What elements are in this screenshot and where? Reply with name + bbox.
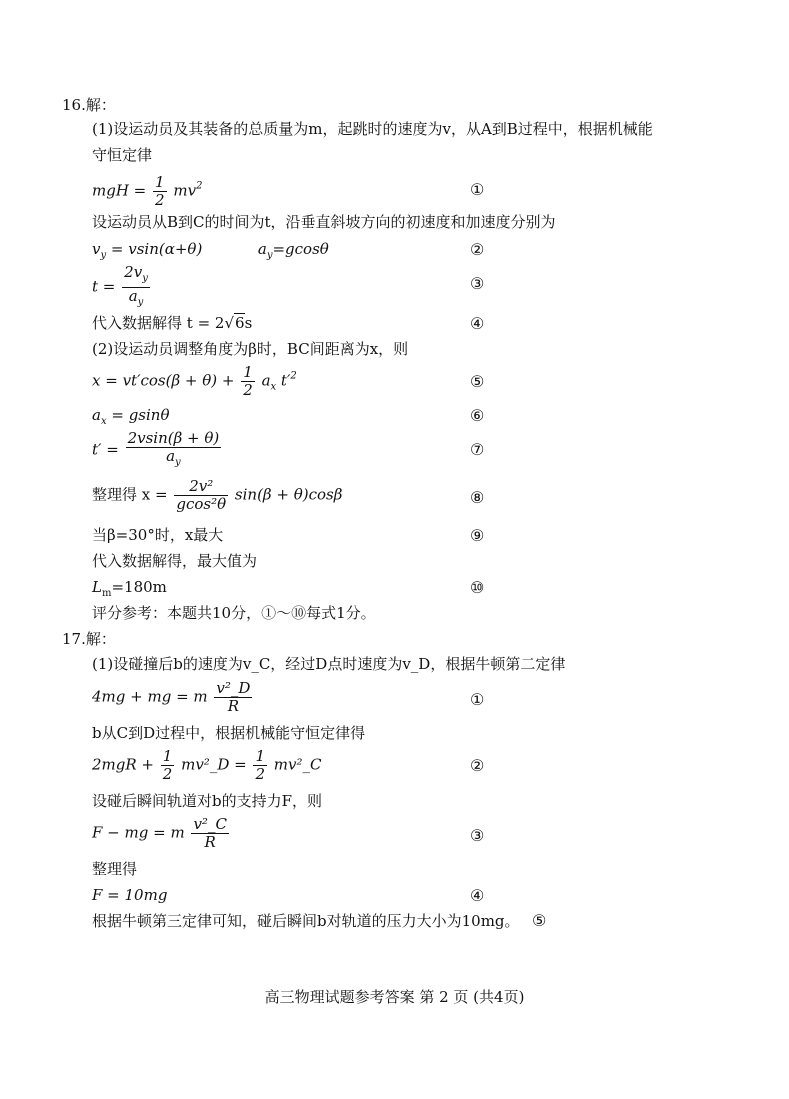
eq-mark-7: ⑦ [470,440,485,459]
eq-mark-5: ⑤ [470,372,485,391]
p16-eq10: $L_m=180m$ [92,578,167,599]
p17-intro: (1)设碰撞后b的速度为v_C，经过D点时速度为v_D，根据牛顿第二定律 [92,655,566,673]
p17-text3: 设碰后瞬间轨道对b的支持力F，则 [92,792,323,810]
p16-eq3: t = $\frac{2v_y}{a_y}$ [92,263,148,308]
p16-intro-line1: (1)设运动员及其装备的总质量为m，起跳时的速度为v，从A到B过程中，根据机械能 [92,120,653,138]
p17-text2: b从C到D过程中，根据机械能守恒定律得 [92,724,366,742]
p16-eq2: $v_y = vsin(\alpha+\theta)$ $a_y=gcos\theta$ [92,240,329,261]
p17-text5: 根据牛顿第三定律可知，碰后瞬间b对轨道的压力大小为10mg。 [92,912,520,930]
p17-eq-mark-3: ③ [470,826,485,845]
p17-eq-mark-4: ④ [470,886,485,905]
eq-mark-10: ⑩ [470,578,485,597]
p17-eq-mark-5: ⑤ [532,911,547,930]
p17-eq-mark-1: ① [470,690,485,709]
p17-heading: 17.解： [62,630,116,648]
page-footer: 高三物理试题参考答案 第 2 页 (共4页) [264,988,525,1006]
p16-score: 评分参考：本题共10分，①～⑩每式1分。 [92,604,376,622]
p17-eq1: 4mg + mg = m $\frac{\text{v²\_D}}{R}$ [92,679,251,715]
p16-text10: 代入数据解得，最大值为 [92,552,258,570]
p16-eq8: 整理得 x = $\frac{\text{2v²}}{\text{gcos²θ}}$ sin(β + θ)cosβ [92,477,343,513]
eq-mark-3: ③ [470,274,485,293]
p16-text2: 设运动员从B到C的时间为t，沿垂直斜坡方向的初速度和加速度分别为 [92,213,556,231]
p16-eq6: $a_x = gsin\theta$ [92,406,170,427]
p17-eq2: 2mgR + $\frac{1}{2}$ mv²_D = $\frac{1}{2}$ mv²_C [92,747,322,783]
eq-mark-1: ① [470,180,485,199]
p17-eq-mark-2: ② [470,756,485,775]
p17-eq3: F − mg = m $\frac{\text{v²\_C}}{R}$ [92,815,227,851]
p17-text4: 整理得 [92,860,138,878]
p16-heading: 16.解： [62,96,116,114]
p16-intro-line2: 守恒定律 [92,146,153,164]
p17-eq4: F = 10mg [92,886,168,904]
p16-eq9: 当β=30°时，x最大 [92,526,224,544]
p16-eq1: mgH = $\frac{1}{2}$ $mv^2$ [92,173,203,209]
p16-eq5: x = vt′cos(β + θ) + $\frac{1}{2}$ $a_x$ $t'^2$ [92,363,297,399]
p16-eq7: t′ = $\frac{2vsin(\beta + \theta)}{a_y}$ [92,429,220,468]
eq-mark-6: ⑥ [470,406,485,425]
eq-mark-4: ④ [470,314,485,333]
p16-eq4: 代入数据解得 t = 2√6s [92,314,253,332]
p16-part2: (2)设运动员调整角度为β时，BC间距离为x，则 [92,340,409,358]
eq-mark-8: ⑧ [470,488,485,507]
eq-mark-9: ⑨ [470,526,485,545]
eq-mark-2: ② [470,240,485,259]
